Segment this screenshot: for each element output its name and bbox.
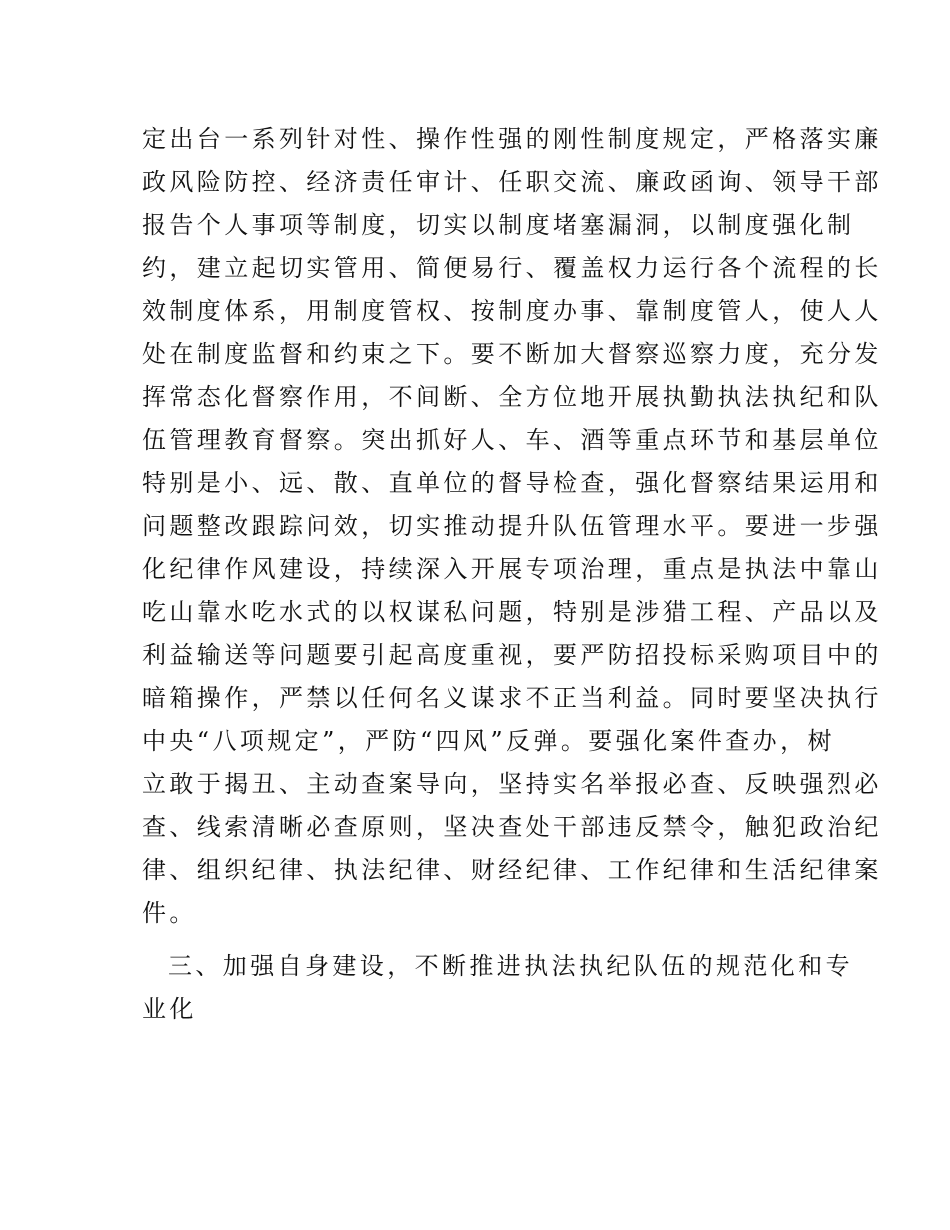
body-paragraph xyxy=(142,118,882,935)
paragraph-line: 吃山靠水吃水式的以权谋私问题，特别是涉猎工程、产品以及 xyxy=(142,598,882,626)
paragraph-line: 化纪律作风建设，持续深入开展专项治理，重点是执法中靠山 xyxy=(142,555,882,583)
paragraph-line: 利益输送等问题要引起高度重视，要严防招投标采购项目中的 xyxy=(142,641,882,669)
paragraph-line: 定出台一系列针对性、操作性强的刚性制度规定，严格落实廉 xyxy=(142,125,882,153)
paragraph-line: 件。 xyxy=(142,899,197,927)
paragraph-line: 中央“八项规定”，严防“四风”反弹。要强化案件查办，树 xyxy=(142,727,835,755)
section-heading-line: 业化 xyxy=(142,995,197,1023)
paragraph-line: 特别是小、远、散、直单位的督导检查，强化督察结果运用和 xyxy=(142,469,882,497)
paragraph-line: 约，建立起切实管用、简便易行、覆盖权力运行各个流程的长 xyxy=(142,254,882,282)
paragraph-line: 律、组织纪律、执法纪律、财经纪律、工作纪律和生活纪律案 xyxy=(142,856,882,884)
paragraph-line: 查、线索清晰必查原则，坚决查处干部违反禁令，触犯政治纪 xyxy=(142,813,882,841)
section-heading xyxy=(142,945,853,1031)
paragraph-line: 报告个人事项等制度，切实以制度堵塞漏洞，以制度强化制 xyxy=(142,211,855,239)
paragraph-line: 问题整改跟踪问效，切实推动提升队伍管理水平。要进一步强 xyxy=(142,512,882,540)
section-heading-line: 三、加强自身建设，不断推进执法执纪队伍的规范化和专 xyxy=(168,952,853,980)
paragraph-line: 暗箱操作，严禁以任何名义谋求不正当利益。同时要坚决执行 xyxy=(142,684,882,712)
paragraph-line: 挥常态化督察作用，不间断、全方位地开展执勤执法执纪和队 xyxy=(142,383,882,411)
document-text xyxy=(142,118,882,1031)
paragraph-line: 效制度体系，用制度管权、按制度办事、靠制度管人，使人人 xyxy=(142,297,882,325)
paragraph-line: 伍管理教育督察。突出抓好人、车、酒等重点环节和基层单位 xyxy=(142,426,882,454)
paragraph-line: 政风险防控、经济责任审计、任职交流、廉政函询、领导干部 xyxy=(142,168,882,196)
paragraph-line: 立敢于揭丑、主动查案导向，坚持实名举报必查、反映强烈必 xyxy=(142,770,882,798)
paragraph-line: 处在制度监督和约束之下。要不断加大督察巡察力度，充分发 xyxy=(142,340,882,368)
